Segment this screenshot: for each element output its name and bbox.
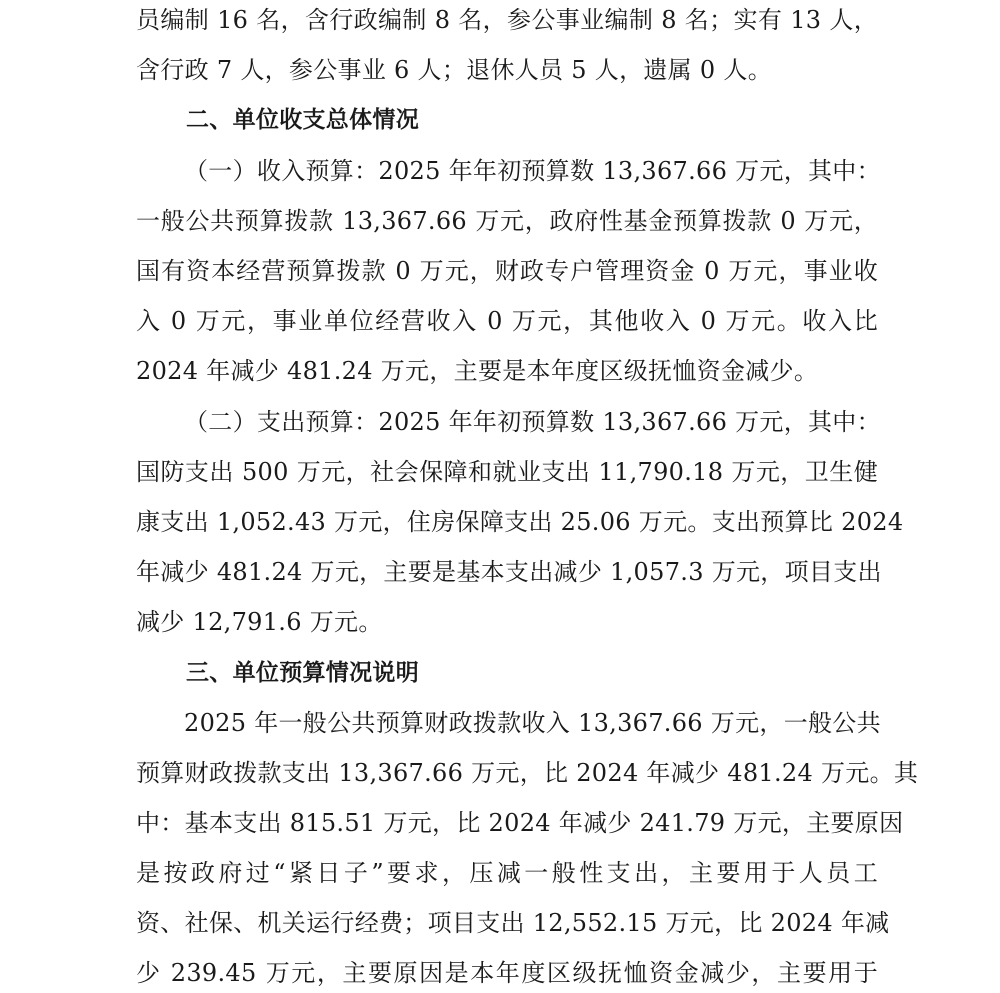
paragraph-line: 减少 12,791.6 万元。: [136, 608, 383, 636]
section-heading: 二、单位收支总体情况: [186, 107, 419, 133]
paragraph-line: （二）支出预算：2025 年年初预算数 13,367.66 万元，其中：: [184, 408, 881, 436]
paragraph-line: 含行政 7 人，参公事业 6 人；退休人员 5 人，遗属 0 人。: [136, 56, 773, 84]
paragraph-line: （一）收入预算：2025 年年初预算数 13,367.66 万元，其中：: [184, 157, 881, 185]
paragraph-line: 中：基本支出 815.51 万元，比 2024 年减少 241.79 万元，主要原因: [136, 809, 904, 837]
paragraph-line: 国有资本经营预算拨款 0 万元，财政专户管理资金 0 万元，事业收: [136, 257, 878, 285]
paragraph-line: 员编制 16 名，含行政编制 8 名，参公事业编制 8 名；实有 13 人，: [136, 6, 878, 34]
paragraph-line: 2024 年减少 481.24 万元，主要是本年度区级抚恤资金减少。: [136, 357, 819, 385]
paragraph-line: 入 0 万元，事业单位经营收入 0 万元，其他收入 0 万元。收入比: [136, 307, 878, 335]
paragraph-line: 年减少 481.24 万元，主要是基本支出减少 1,057.3 万元，项目支出: [136, 558, 882, 586]
paragraph-line: 资、社保、机关运行经费；项目支出 12,552.15 万元，比 2024 年减: [136, 909, 890, 937]
paragraph-line: 康支出 1,052.43 万元，住房保障支出 25.06 万元。支出预算比 2024: [136, 508, 904, 536]
paragraph-line: 是按政府过“紧日子”要求，压减一般性支出，主要用于人员工: [136, 859, 878, 887]
paragraph-line: 国防支出 500 万元，社会保障和就业支出 11,790.18 万元，卫生健: [136, 458, 878, 486]
paragraph-line: 一般公共预算拨款 13,367.66 万元，政府性基金预算拨款 0 万元，: [136, 207, 878, 235]
paragraph-line: 2025 年一般公共预算财政拨款收入 13,367.66 万元，一般公共: [184, 709, 881, 737]
paragraph-line: 预算财政拨款支出 13,367.66 万元，比 2024 年减少 481.24 万元。其: [136, 759, 919, 787]
paragraph-line: 少 239.45 万元，主要原因是本年度区级抚恤资金减少，主要用于: [136, 959, 878, 987]
section-heading: 三、单位预算情况说明: [186, 660, 419, 686]
